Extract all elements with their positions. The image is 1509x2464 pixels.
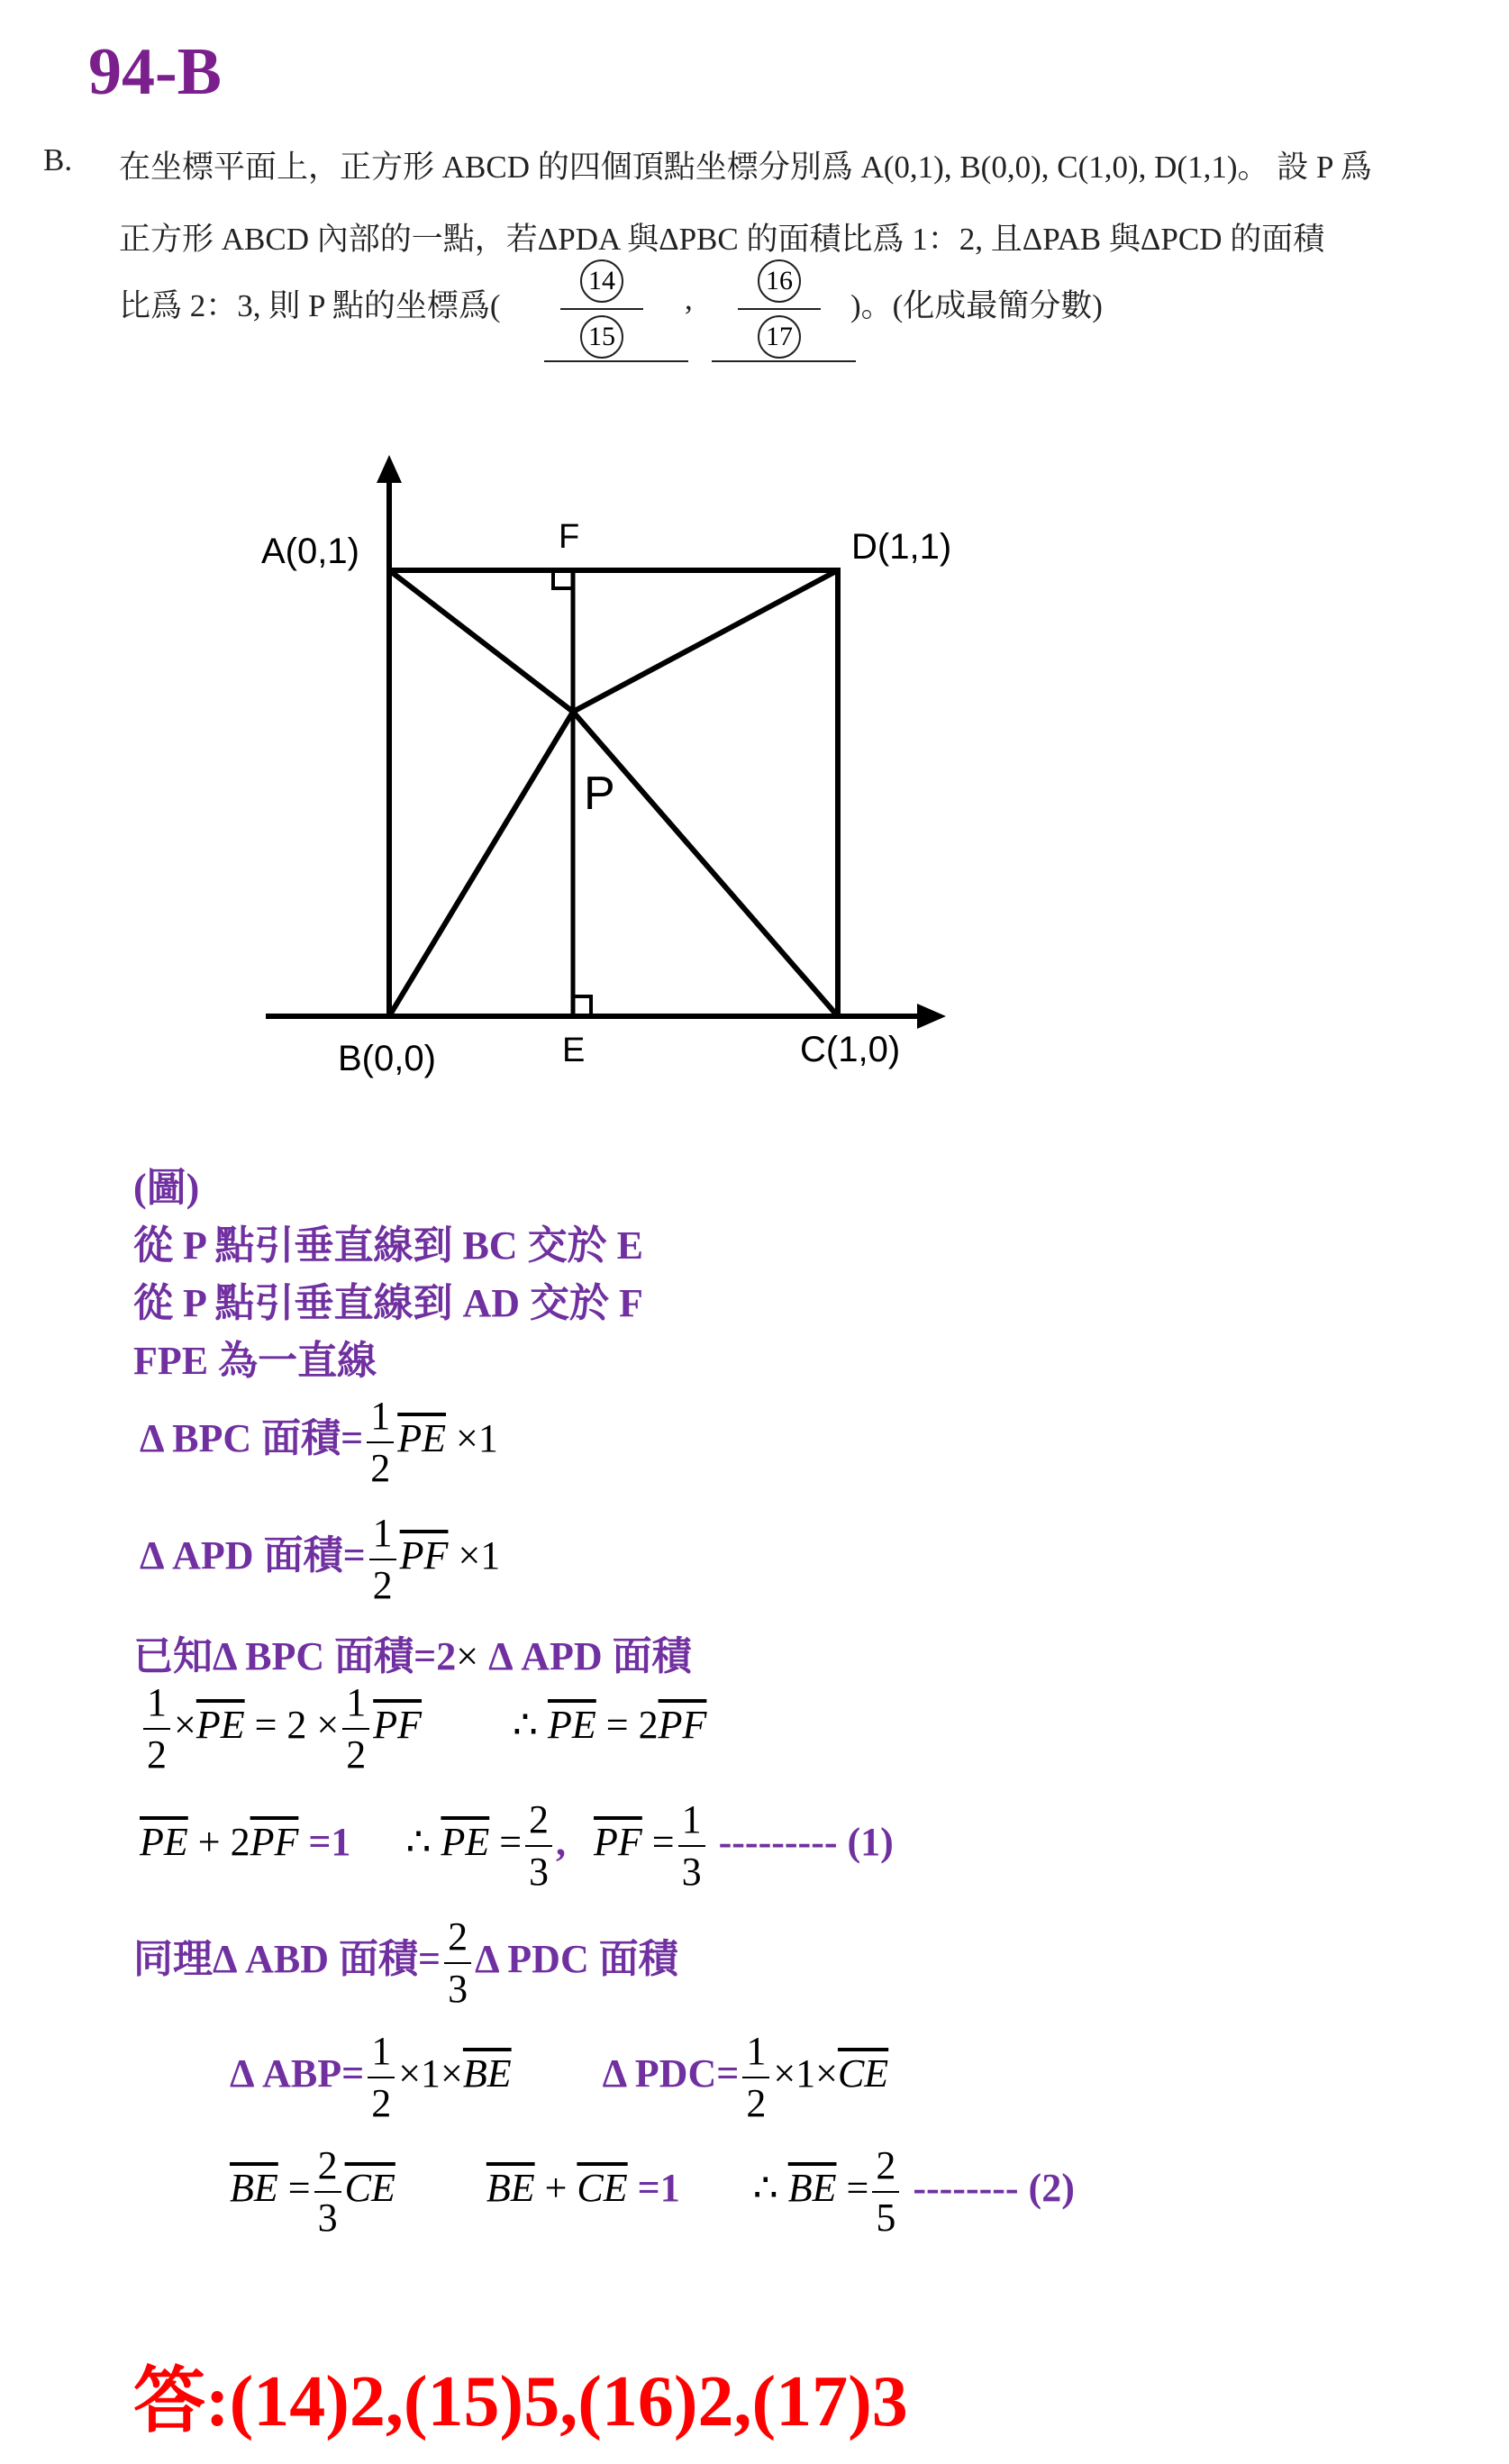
solution-line-2: 從 P 點引垂直線到 AD 交於 F (133, 1281, 643, 1325)
apd-area-formula: Δ APD 面積= $\frac{1}{2}$ $\overline{PF} \times 1$ (140, 1511, 501, 1607)
solution-line-3: FPE 為一直線 (133, 1339, 377, 1383)
pdc-label: Δ PDC= (602, 2051, 740, 2096)
blank-fraction-x (557, 259, 647, 359)
page-title: 94-B (88, 35, 222, 109)
apd-area-label: Δ APD 面積= (140, 1533, 366, 1578)
same-pre: 同理Δ ABD 面積= (133, 1937, 441, 1982)
known-post: Δ APD 面積 (488, 1634, 692, 1678)
blank-14: 14 (580, 259, 623, 303)
label-p: P (584, 768, 615, 820)
blank-fraction-y (734, 259, 824, 359)
underline-x (544, 360, 688, 362)
blank-17: 17 (758, 315, 801, 359)
label-a: A(0,1) (261, 532, 359, 571)
abp-label: Δ ABP= (230, 2051, 365, 2096)
square-figure (243, 441, 964, 1108)
blank-16: 16 (758, 259, 801, 303)
tag-1: --------- (1) (718, 1820, 894, 1865)
label-e: E (562, 1032, 586, 1069)
question-line-3-post: )。(化成最簡分數) (850, 288, 1103, 323)
segment-pc (573, 712, 838, 1016)
segment-pd (573, 570, 838, 712)
same-post: Δ PDC 面積 (475, 1937, 678, 1982)
segment-pb (389, 712, 573, 1016)
y-axis-arrow (377, 455, 402, 483)
label-f: F (559, 518, 580, 556)
segment-pa (389, 570, 573, 712)
final-answer: 答:(14)2,(15)5,(16)2,(17)3 (133, 2362, 908, 2441)
solution-line-1: 從 P 點引垂直線到 BC 交於 E (133, 1223, 643, 1268)
equation-2: $\overline{BE}$ = $\frac{2}{3}$ $\overline{CE}$ $\overline{BE} + \overline{CE} =1$ ∴ $\overline{BE}$ = $\frac{2}{5}$ -------- (2) (230, 2143, 1075, 2240)
question-line-3-pre: 比爲 2：3, 則 P 點的坐標爲( (119, 288, 501, 323)
comma: , (685, 281, 693, 316)
blank-15: 15 (580, 315, 623, 359)
equation-1: $\overline{PE} + 2\overline{PF} =1$ ∴ $\overline{PE}$ = $\frac{2}{3}$ , $\overline{PF}$ = $\frac{1}{3}$ --------- (1) (140, 1797, 894, 1894)
label-c: C(1,0) (800, 1030, 901, 1069)
underline-y (712, 360, 856, 362)
question-line-2: 正方形 ABCD 內部的一點，若ΔPDA 與ΔPBC 的面積比爲 1：2, 且ΔPAB 與ΔPCD 的面積 (119, 222, 1325, 257)
label-d: D(1,1) (851, 527, 952, 567)
question-line-3 (119, 281, 501, 326)
fraction-half: $\frac{1}{2}$ (367, 1396, 394, 1488)
same-relation: 同理Δ ABD 面積= $\frac{2}{3}$ Δ PDC 面積 (133, 1914, 678, 2011)
equation-ratio: $\frac{1}{2}$ $\times\overline{PE} = 2$ × $\frac{1}{2}$ $\overline{PF}$ ∴ $\overline{PE} = 2\overline{PF}$ (140, 1683, 706, 1775)
x-axis-arrow (917, 1004, 946, 1029)
solution-figure-label: (圖) (133, 1166, 200, 1210)
question-label: B. (43, 142, 73, 177)
question-line-1: 在坐標平面上，正方形 ABCD 的四個頂點坐標分別爲 A(0,1), B(0,0), C(1,0), D(1,1)。 設 P 爲 (119, 150, 1372, 185)
label-b: B(0,0) (338, 1039, 436, 1078)
bpc-area-label: Δ BPC 面積= (140, 1416, 364, 1461)
known-relation: 已知Δ BPC 面積=2× Δ APD 面積 (133, 1634, 692, 1678)
known-pre: 已知Δ BPC 面積=2 (133, 1634, 457, 1678)
right-angle-e (573, 996, 591, 1016)
abp-pdc-formula: Δ ABP= $\frac{1}{2}$ $\times 1\times\overline{BE}$ Δ PDC= $\frac{1}{2}$ $\times 1\times\overline{CE}$ (230, 2029, 889, 2125)
bpc-area-formula: Δ BPC 面積= $\frac{1}{2}$ $\overline{PE} \times 1$ (140, 1394, 498, 1490)
tag-2: -------- (2) (913, 2166, 1075, 2211)
fraction-half: $\frac{1}{2}$ (369, 1514, 396, 1605)
